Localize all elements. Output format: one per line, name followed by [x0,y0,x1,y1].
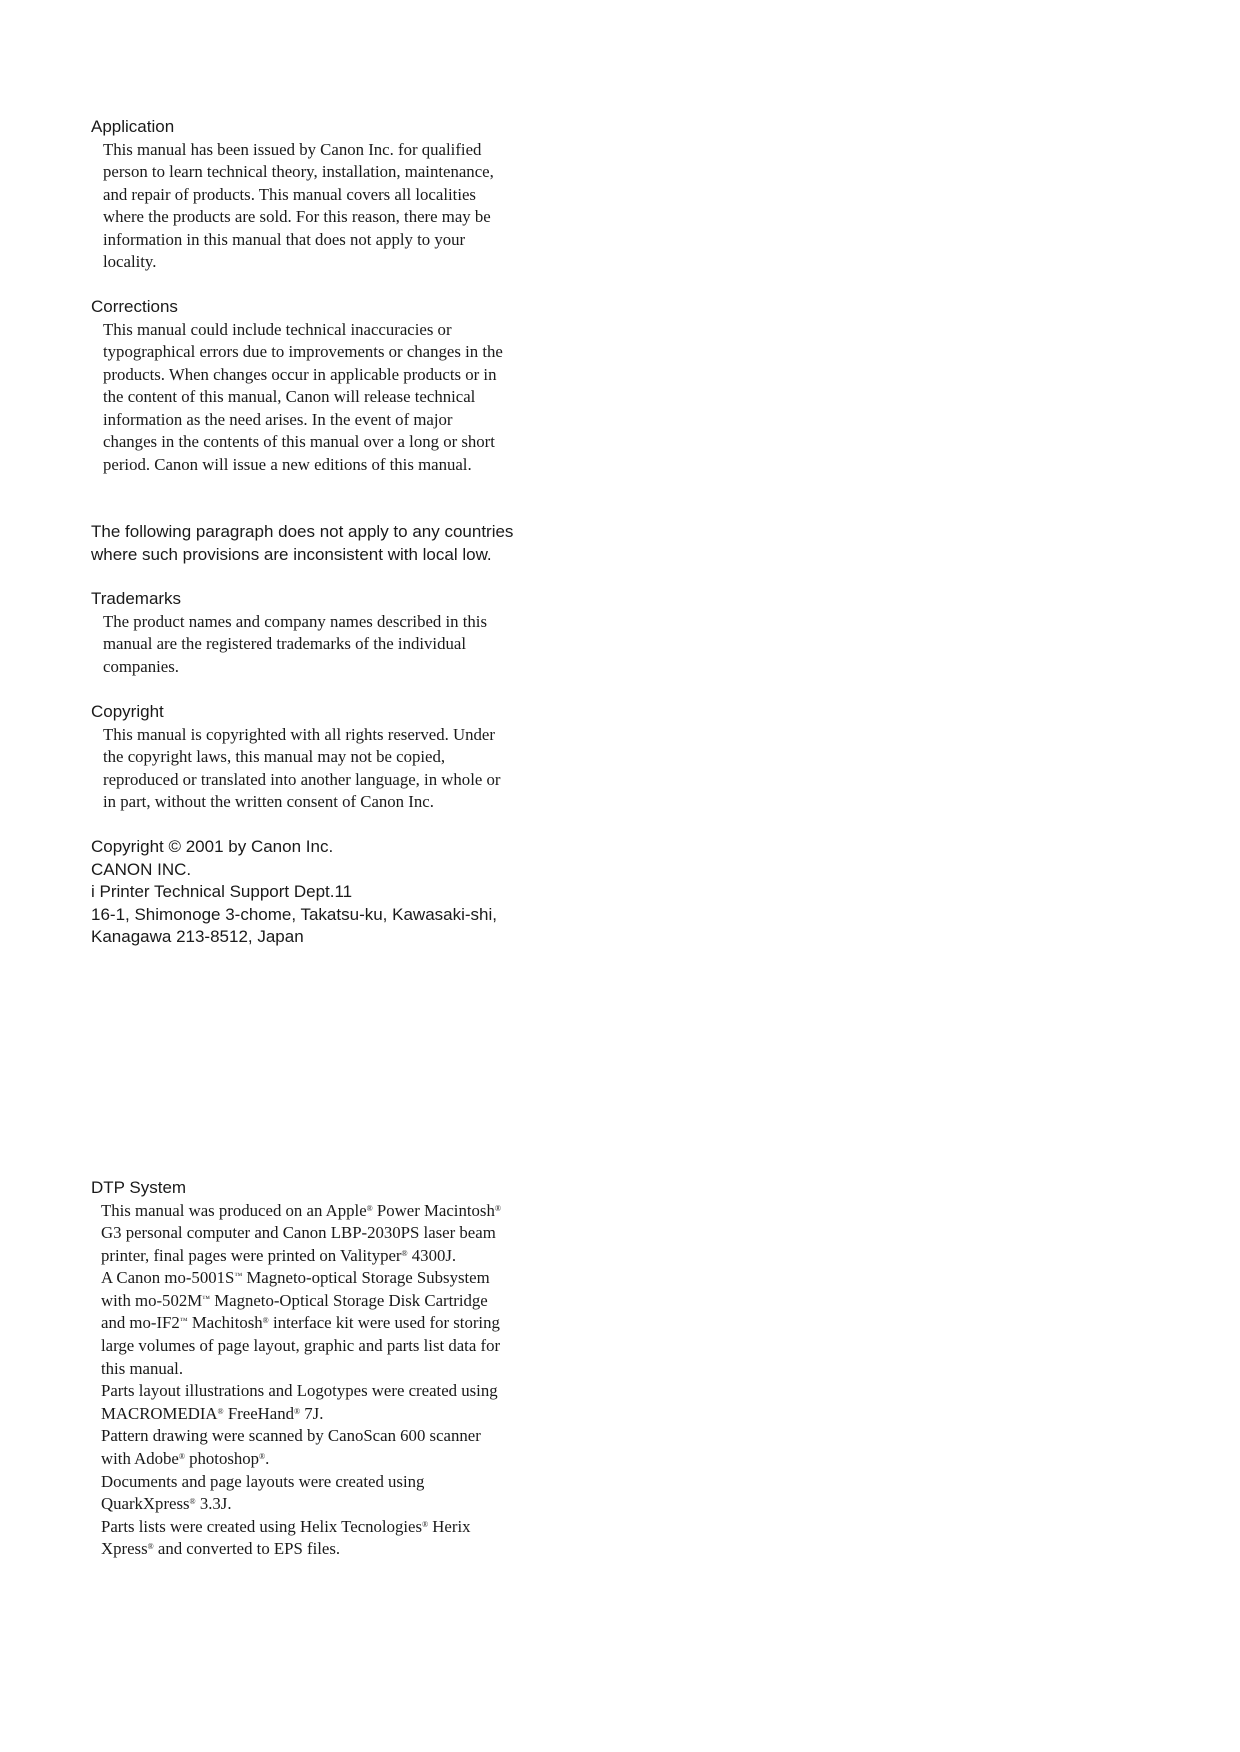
application-heading: Application [91,117,175,136]
dtp-line: with Adobe® photoshop®. [101,1449,270,1469]
dtp-line: MACROMEDIA® FreeHand® 7J. [101,1403,324,1423]
corrections-line: products. When changes occur in applicable products or in [103,364,497,384]
address-line: 16-1, Shimonoge 3-chome, Takatsu-ku, Kawasaki-shi, [91,904,497,924]
corrections-section [91,296,591,477]
copyright-line: the copyright laws, this manual may not be copied, [103,747,446,767]
registered-mark: ® [262,1316,269,1326]
registered-mark: ® [366,1203,373,1213]
dtp-line: with mo-502M™ Magneto-Optical Storage Disk Cartridge [101,1290,488,1310]
copyright-notice: Copyright © 2001 by Canon Inc. [91,837,334,856]
registered-mark: ® [178,1452,185,1462]
application-section [91,116,591,274]
dtp-system-section [91,1177,591,1561]
corrections-line: changes in the contents of this manual over a long or short [103,432,495,452]
registered-mark: ® [259,1452,266,1462]
trademarks-line: manual are the registered trademarks of the individual [103,634,466,654]
corrections-line: typographical errors due to improvements or changes in the [103,342,503,362]
application-line: person to learn technical theory, installation, maintenance, [103,162,494,182]
registered-mark: ® [494,1203,501,1213]
corrections-line: period. Canon will issue a new editions of this manual. [103,455,472,475]
dtp-heading: DTP System [91,1178,187,1197]
registered-mark: ® [422,1519,429,1529]
dtp-line: large volumes of page layout, graphic and parts list data for [101,1336,501,1356]
application-line: where the products are sold. For this reason, there may be [103,207,491,227]
trademark-mark: ™ [179,1316,188,1326]
trademarks-section [91,588,591,678]
copyright-line: reproduced or translated into another language, in whole or [103,769,501,789]
address-line: Kanagawa 213-8512, Japan [91,927,304,946]
corrections-line: information as the need arises. In the event of major [103,409,453,429]
notice-line: where such provisions are inconsistent with local low. [91,544,492,564]
trademarks-heading: Trademarks [91,589,182,608]
registered-mark: ® [401,1248,408,1258]
application-line: locality. [103,252,157,272]
trademarks-line: companies. [103,656,179,676]
copyright-section [91,701,591,814]
trademarks-line: The product names and company names described in this [103,611,487,631]
corrections-line: This manual could include technical inaccuracies or [103,319,452,339]
application-line: information in this manual that does not apply to your [103,229,466,249]
dtp-line: QuarkXpress® 3.3J. [101,1494,232,1514]
copyright-heading: Copyright [91,702,164,721]
registered-mark: ® [147,1542,154,1552]
dtp-line: A Canon mo-5001S™ Magneto-optical Storage Subsystem [101,1268,490,1288]
dtp-line: G3 personal computer and Canon LBP-2030PS laser beam [101,1223,496,1243]
registered-mark: ® [189,1497,196,1507]
dtp-line: This manual was produced on an Apple® Power Macintosh® [101,1200,501,1220]
dtp-line: this manual. [101,1358,184,1378]
registered-mark: ® [217,1406,224,1416]
jurisdiction-notice [91,521,591,566]
publisher-block [91,836,591,949]
dtp-line: and mo-IF2™ Machitosh® interface kit were used for storing [101,1313,500,1333]
dtp-line: Xpress® and converted to EPS files. [101,1539,341,1559]
application-line: and repair of products. This manual covers all localities [103,184,476,204]
dtp-line: Pattern drawing were scanned by CanoScan 600 scanner [101,1426,481,1446]
trademark-mark: ™ [234,1271,243,1281]
corrections-line: the content of this manual, Canon will release technical [103,387,476,407]
dtp-line: Parts lists were created using Helix Tecnologies® Herix [101,1516,471,1536]
registered-mark: ® [294,1406,301,1416]
dtp-line: Parts layout illustrations and Logotypes were created using [101,1381,498,1401]
dtp-line: Documents and page layouts were created using [101,1471,425,1491]
department-name: i Printer Technical Support Dept.11 [91,882,353,901]
corrections-heading: Corrections [91,297,178,316]
notice-line: The following paragraph does not apply to any countries [91,522,514,541]
company-name: CANON INC. [91,859,192,879]
copyright-line: in part, without the written consent of Canon Inc. [103,792,434,812]
dtp-line: printer, final pages were printed on Valityper® 4300J. [101,1245,457,1265]
trademark-mark: ™ [202,1293,210,1303]
application-line: This manual has been issued by Canon Inc. for qualified [103,139,482,159]
copyright-line: This manual is copyrighted with all rights reserved. Under [103,724,495,744]
